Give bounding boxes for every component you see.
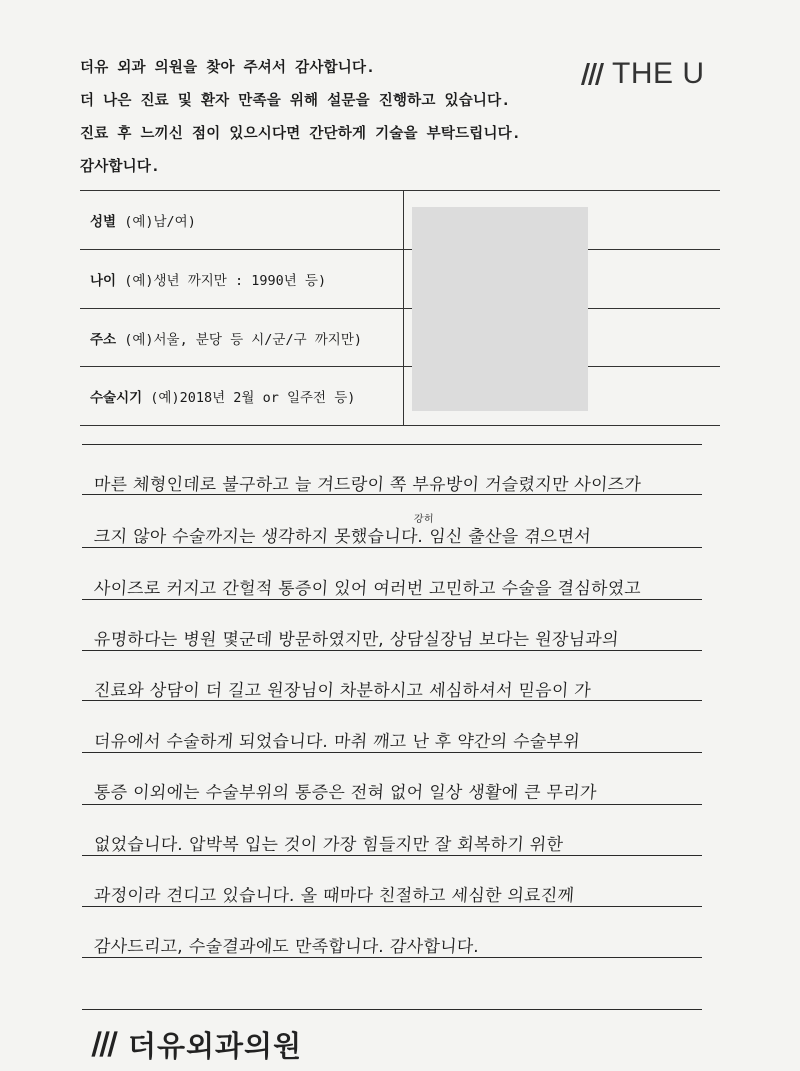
surgery-date-title: 수술시기 <box>90 389 143 406</box>
row-gender <box>80 191 720 248</box>
gender-example: (예)남/여) <box>116 213 196 230</box>
surgery-date-label <box>80 386 355 406</box>
row-age <box>80 250 720 307</box>
surgery-date-example: (예)2018년 2월 or 일주전 등) <box>142 389 356 406</box>
ruled-line <box>82 650 702 651</box>
review-line-10: 감사드리고, 수술결과에도 만족합니다. 감사합니다. <box>93 937 480 957</box>
the-u-logo-mark-icon <box>88 1029 120 1059</box>
review-line-3: 사이즈로 커지고 간헐적 통증이 있어 여러번 고민하고 수술을 결심하였고 <box>93 579 642 599</box>
review-line-7: 통증 이외에는 수술부위의 통증은 전혀 없어 일상 생활에 큰 무리가 <box>93 783 598 803</box>
intro-line-2: 더 나은 진료 및 환자 만족을 위해 설문을 진행하고 있습니다. <box>80 93 511 109</box>
ruled-line <box>82 752 702 753</box>
the-u-logo-text: THE U <box>612 57 705 90</box>
redacted-answers <box>412 207 588 411</box>
ruled-line <box>82 855 702 856</box>
column-divider <box>403 191 404 425</box>
intro-line-4: 감사합니다. <box>80 159 160 175</box>
ruled-line <box>82 547 702 548</box>
review-annotation: 강히 <box>413 514 435 525</box>
ruled-line <box>82 599 702 600</box>
review-line-4: 유명하다는 병원 몇군데 방문하였지만, 상담실장님 보다는 원장님과의 <box>93 630 620 650</box>
review-line-5: 진료와 상담이 더 길고 원장님이 차분하시고 세심하셔서 믿음이 가 <box>93 681 592 701</box>
age-example: (예)생년 까지만 : 1990년 등) <box>116 272 327 289</box>
ruled-line <box>82 957 702 958</box>
row-address <box>80 309 720 366</box>
address-title: 주소 <box>90 331 117 348</box>
the-u-logo <box>578 58 705 90</box>
age-label <box>80 269 326 289</box>
ruled-line <box>82 494 702 495</box>
review-line-9: 과정이라 견디고 있습니다. 올 때마다 친절하고 세심한 의료진께 <box>93 886 575 906</box>
gender-title: 성별 <box>90 213 117 230</box>
row-surgery-date <box>80 367 720 424</box>
address-label <box>80 328 362 348</box>
intro-line-3: 진료 후 느끼신 점이 있으시다면 간단하게 기술을 부탁드립니다. <box>80 126 521 142</box>
gender-label <box>80 210 196 230</box>
review-line-6: 더유에서 수술하게 되었습니다. 마취 깨고 난 후 약간의 수술부위 <box>93 732 581 752</box>
age-title: 나이 <box>90 272 117 289</box>
ruled-line <box>82 906 702 907</box>
review-line-2: 크지 않아 수술까지는 생각하지 못했습니다. 임신 출산을 겪으면서 <box>93 527 592 547</box>
address-example: (예)서울, 분당 등 시/군/구 까지만) <box>116 331 362 348</box>
ruled-line <box>82 1009 702 1010</box>
review-line-8: 없었습니다. 압박복 입는 것이 가장 힘들지만 잘 회복하기 위한 <box>93 835 564 855</box>
clinic-name: 더유외과의원 <box>128 1028 303 1063</box>
intro-line-1: 더유 외과 의원을 찾아 주셔서 감사합니다. <box>80 60 376 76</box>
ruled-line <box>82 804 702 805</box>
intro-text <box>80 52 620 184</box>
ruled-line <box>82 444 702 445</box>
the-u-logo-mark-icon <box>578 61 606 87</box>
review-line-1: 마른 체형인데로 불구하고 늘 겨드랑이 쪽 부유방이 거슬렸지만 사이즈가 <box>93 475 642 495</box>
clinic-logo <box>88 1025 302 1063</box>
patient-info-table <box>80 190 720 426</box>
ruled-line <box>82 700 702 701</box>
